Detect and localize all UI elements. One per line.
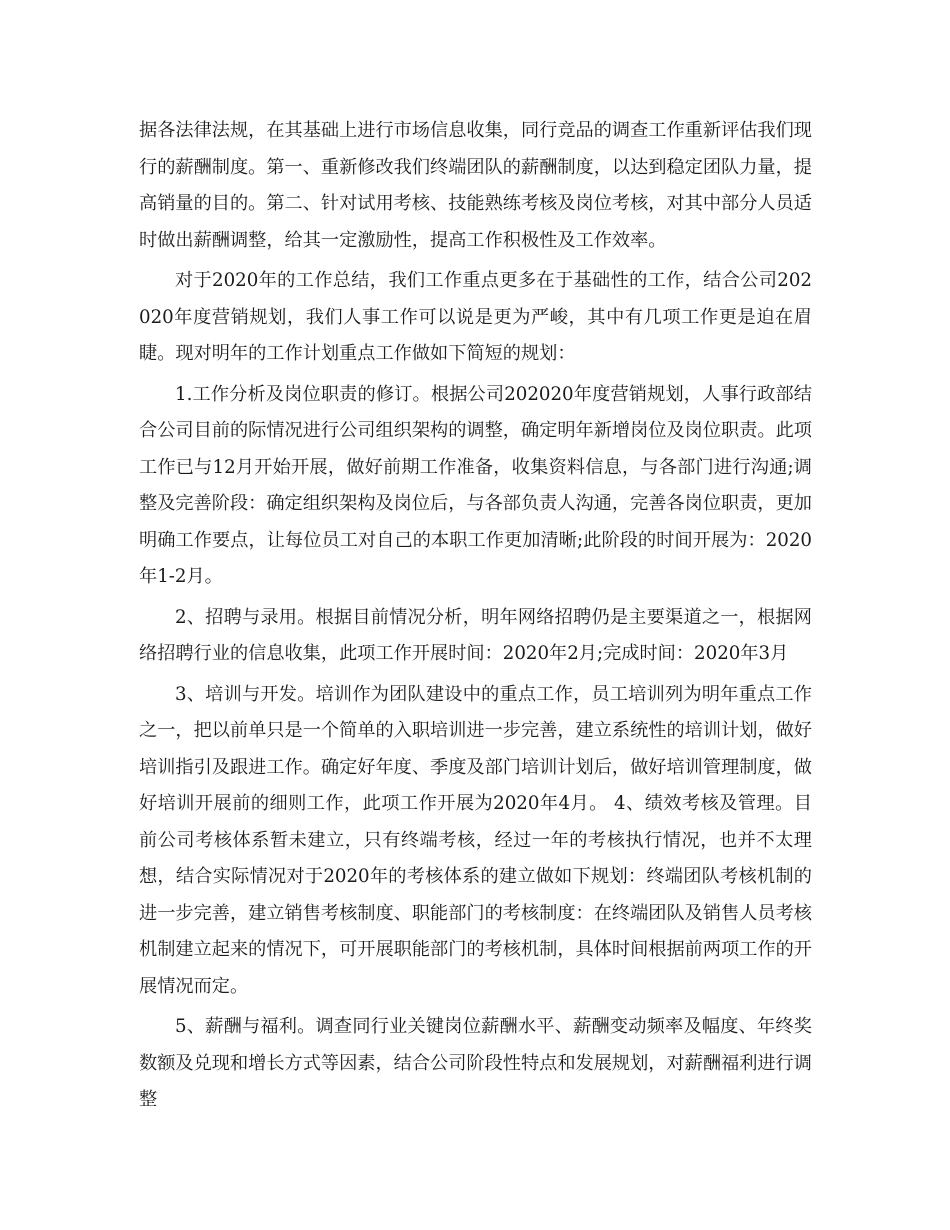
paragraph-training-performance: 3、培训与开发。培训作为团队建设中的重点工作，员工培训列为明年重点工作之一，把以前单只是一个简单的入职培训进一步完善，建立系统性的培训计划，做好培训指引及跟进工作。确定好年度、季度及部门培训计划后，做好培训管理制度，做好培训开展前的细则工作，此项工作开展为2020年4月。 4、绩效考核及管理。目前公司考核体系暂未建立，只有终端考核，经过一年的考核执行情况，也并不太理想，结合实际情况对于2020年的考核体系的建立做如下规划：终端团队考核机制的进一步完善，建立销售考核制度、职能部门的考核制度：在终端团队及销售人员考核机制建立起来的情况下，可开展职能部门的考核机制，具体时间根据前两项工作的开展情况而定。 <box>139 683 812 997</box>
paragraph-compensation: 5、薪酬与福利。调查同行业关键岗位薪酬水平、薪酬变动频率及幅度、年终奖数额及兑现和增长方式等因素，结合公司阶段性特点和发展规划，对薪酬福利进行调整 <box>139 1016 812 1110</box>
paragraph-recruitment: 2、招聘与录用。根据目前情况分析，明年网络招聘仍是主要渠道之一，根据网络招聘行业的信息收集，此项工作开展时间：2020年2月;完成时间：2020年3月 <box>139 606 812 664</box>
paragraph-job-analysis: 1.工作分析及岗位职责的修订。根据公司202020年度营销规划，人事行政部结合公司目前的际情况进行公司组织架构的调整，确定明年新增岗位及岗位职责。此项工作已与12月开始开展，做好前期工作准备，收集资料信息，与各部门进行沟通;调整及完善阶段：确定组织架构及岗位后，与各部负责人沟通，完善各岗位职责，更加明确工作要点，让每位员工对自己的本职工作更加清晰;此阶段的时间开展为：2020年1-2月。 <box>139 383 812 587</box>
paragraph-salary-review: 据各法律法规，在其基础上进行市场信息收集，同行竞品的调查工作重新评估我们现行的薪酬制度。第一、重新修改我们终端团队的薪酬制度，以达到稳定团队力量，提高销量的目的。第二、针对试用考核、技能熟练考核及岗位考核，对其中部分人员适时做出薪酬调整，给其一定激励性，提高工作积极性及工作效率。 <box>139 120 812 251</box>
paragraph-work-summary: 对于2020年的工作总结，我们工作重点更多在于基础性的工作，结合公司202020年度营销规划，我们人事工作可以说是更为严峻，其中有几项工作更是迫在眉睫。现对明年的工作计划重点工作做如下简短的规划： <box>139 270 812 364</box>
document-body <box>139 113 812 1123</box>
